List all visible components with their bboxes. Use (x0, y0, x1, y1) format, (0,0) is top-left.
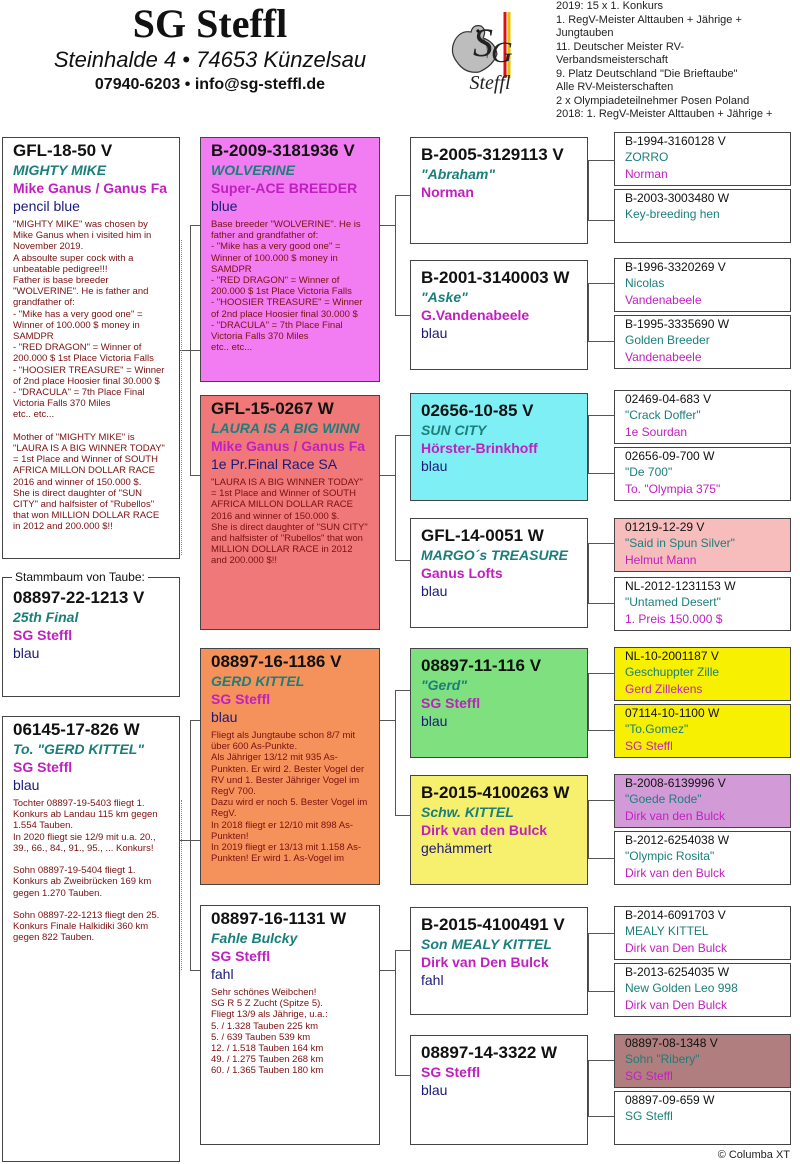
achievement-line: Verbandsmeisterschaft (556, 54, 668, 66)
pigeon-note: Base breeder "WOLVERINE". He is father and grandfather of: - "Mike has a very good one" = Winner of 100.000 $ money in SAMDPR - "RED DRAGON" = Winner of 200.000 $ 1st Place Victoria Falls - "HOOSIER TREASURE" = Winner of 2nd place Hoosier final 30.000 $ - "DRACULA" = 7th Place Final Victoria Falls 370 Miles etc.. etc... (211, 219, 363, 354)
gen4-card[interactable] (614, 704, 791, 758)
ring-number: NL-10-2001187 V (625, 649, 719, 663)
ring-number: GFL-15-0267 W (211, 399, 334, 418)
breeder: To. "Olympia 375" (625, 482, 721, 496)
ring-number: B-2001-3140003 W (421, 268, 570, 287)
feather-color: blau (421, 713, 448, 729)
achievements-list (556, 0, 800, 122)
svg-text:S: S (473, 20, 493, 65)
breeder: Dirk van den Bulck (625, 809, 726, 823)
achievement-line: 1. RegV-Meister Alttauben + Jährige + (556, 13, 742, 26)
gen2-card-sire-dam[interactable] (200, 395, 380, 630)
achievement-line: Alle RV-Meisterschaften (556, 81, 674, 93)
subject-card[interactable] (2, 577, 180, 697)
breeder: Dirk van Den Bulck (625, 998, 728, 1012)
feather-color: blau (421, 583, 448, 599)
gen4-card[interactable] (614, 447, 791, 501)
breeder: Ganus Lofts (421, 565, 503, 581)
feather-color: blau (421, 1082, 448, 1098)
pigeon-name: "Untamed Desert" (625, 595, 721, 609)
gen3-card[interactable] (410, 648, 588, 758)
gen4-card[interactable] (614, 132, 791, 186)
ring-number: B-2005-3129113 V (421, 145, 564, 164)
breeder: Norman (625, 167, 668, 181)
dam-name: To. "GERD KITTEL" (13, 741, 144, 757)
gen2-card-dam-sire[interactable] (200, 648, 380, 885)
feather-color: 1e Pr.Final Race SA (211, 456, 338, 472)
pigeon-name: Fahle Bulcky (211, 930, 298, 946)
gen2-card-dam-dam[interactable] (200, 905, 380, 1145)
achievement-line: 9. Platz Deutschland "Die Brieftaube" (556, 67, 738, 80)
ring-number: 01219-12-29 V (625, 520, 705, 534)
gen4-card[interactable] (614, 315, 791, 369)
logo-text: Steffl (469, 72, 511, 94)
pigeon-name: LAURA IS A BIG WINN (211, 420, 360, 436)
pigeon-note: Sehr schönes Weibchen! SG R 5 Z Zucht (Spitze 5). Fliegt 13/9 als Jährige, u.a.: 5. / 1.328 Tauben 225 km 5. / 639 Tauben 539 km 12. / 1.518 Tauben 164 km 49. / 1.275 Tauben 268 km 60. / 1.365 Tauben 180 km (211, 987, 328, 1077)
breeder: Vandenabeele (625, 293, 702, 307)
gen4-card[interactable] (614, 258, 791, 312)
gen4-card[interactable] (614, 963, 791, 1017)
gen3-card[interactable] (410, 260, 588, 370)
ring-number: B-1996-3320269 V (625, 260, 726, 274)
breeder: Mike Ganus / Ganus Fa (211, 438, 366, 454)
pigeon-name: "Said in Spun Silver" (625, 536, 735, 550)
subject-caption: Stammbaum von Taube: (12, 570, 148, 584)
loft-name: SG Steffl (132, 1, 288, 46)
gen4-card[interactable] (614, 906, 791, 960)
pigeon-name: "Aske" (421, 289, 468, 305)
svg-text:G: G (491, 36, 513, 69)
feather-color: fahl (211, 966, 234, 982)
breeder: Gerd Zillekens (625, 682, 703, 696)
ring-number: 08897-08-1348 V (625, 1036, 718, 1050)
gen3-card[interactable] (410, 393, 588, 501)
pigeon-name: "Goede Rode" (625, 792, 702, 806)
pigeon-name: Nicolas (625, 276, 665, 290)
sire-card[interactable] (2, 137, 180, 559)
pigeon-name: New Golden Leo 998 (625, 981, 738, 995)
pigeon-name: Sohn "Ribery" (625, 1052, 700, 1066)
ring-number: B-2008-6139996 V (625, 776, 726, 790)
copyright: © Columba XT (717, 1149, 790, 1161)
ring-number: B-2003-3003480 W (625, 191, 730, 205)
ring-number: B-2013-6254035 W (625, 965, 730, 979)
breeder: Dirk van den Bulck (421, 822, 548, 838)
pigeon-name: MARGO´s TREASURE (421, 547, 569, 563)
ring-number: 02469-04-683 V (625, 392, 712, 406)
subject-ring-number: 08897-22-1213 V (13, 588, 145, 607)
pigeon-name: MEALY KITTEL (625, 924, 709, 938)
breeder: Dirk van Den Bulck (421, 954, 549, 970)
feather-color: fahl (421, 972, 444, 988)
breeder: Vandenabeele (625, 350, 702, 364)
sire-breeder: Mike Ganus / Ganus Fa (13, 180, 168, 196)
breeder: SG Steffl (625, 1069, 673, 1083)
breeder: Helmut Mann (625, 553, 697, 567)
achievement-line: 2 x Olympiadeteilnehmer Posen Poland (556, 94, 750, 107)
loft-address: Steinhalde 4 • 74653 Künzelsau (53, 47, 367, 72)
pigeon-name: ZORRO (625, 150, 669, 164)
gen4-card[interactable] (614, 1091, 791, 1145)
pigeon-name: "De 700" (625, 465, 673, 479)
ring-number: B-1995-3335690 W (625, 317, 730, 331)
gen4-card[interactable] (614, 647, 791, 701)
pigeon-name: "Olympic Rosita" (625, 849, 715, 863)
ring-number: B-2009-3181936 V (211, 141, 355, 160)
breeder: G.Vandenabeele (421, 307, 530, 323)
gen4-card[interactable] (614, 831, 791, 885)
pigeon-name: GERD KITTEL (211, 673, 305, 689)
dam-ring-number: 06145-17-826 W (13, 720, 140, 739)
ring-number: B-2012-6254038 W (625, 833, 730, 847)
ring-number: B-2015-4100491 V (421, 915, 565, 934)
pigeon-name: "Gerd" (421, 677, 467, 693)
gen2-card-sire-sire[interactable] (200, 137, 380, 382)
feather-color: gehämmert (421, 840, 492, 856)
dam-card[interactable] (2, 716, 180, 1162)
ring-number: B-2014-6091703 V (625, 908, 726, 922)
pigeon-name: WOLVERINE (211, 162, 296, 178)
feather-color: blau (421, 458, 448, 474)
pigeon-name: "To.Gomez" (625, 722, 689, 736)
achievement-line: Jungtauben (556, 27, 614, 39)
ring-number: B-1994-3160128 V (625, 134, 726, 148)
gen3-card[interactable] (410, 775, 588, 885)
loft-contact: 07940-6203 • info@sg-steffl.de (94, 76, 326, 93)
pigeon-note: "LAURA IS A BIG WINNER TODAY" = 1st Place and Winner of SOUTH AFRICA MILLON DOLLAR RACE 2016 and winner of 150.000 $. She is direct daughter of "SUN CITY" and halfsister of "Rubellos" that won MILLION DOLLAR RACE in 2012 and 200.000 $!! (211, 477, 368, 567)
achievement-line: 2019: 15 x 1. Konkurs (556, 0, 664, 12)
subject-color: blau (13, 645, 40, 661)
ring-number: 08897-09-659 W (625, 1093, 715, 1107)
breeder: SG Steffl (211, 948, 271, 964)
pigeon-name: Golden Breeder (625, 333, 710, 347)
gen4-card[interactable] (614, 774, 791, 828)
ring-number: NL-2012-1231153 W (625, 579, 736, 593)
dam-note: Tochter 08897-19-5403 fliegt 1. Konkurs ab Landau 115 km gegen 1.554 Tauben. In 2020 fliegt sie 12/9 mit u.a. 20., 39., 66., 84., 91., 95., ... Konkurs! Sohn 08897-19-5404 fliegt 1. Konkurs ab Zweibrücken 169 km gegen 1.270 Tauben. Sohn 08897-22-1213 fliegt den 25. Konkurs Finale Halkidiki 360 km gegen 822 Tauben. (13, 798, 160, 944)
pigeon-logo (443, 6, 523, 98)
ring-number: B-2015-4100263 W (421, 783, 570, 802)
breeder: SG Steffl (421, 1064, 481, 1080)
breeder: SG Steffl (625, 739, 673, 753)
ring-number: GFL-14-0051 W (421, 526, 544, 545)
ring-number: 08897-11-116 V (421, 656, 542, 675)
breeder: 1. Preis 150.000 $ (625, 612, 723, 626)
dam-breeder: SG Steffl (13, 759, 73, 775)
gen3-card[interactable] (410, 907, 588, 1015)
breeder: SG Steffl (421, 695, 481, 711)
pigeon-name: SG Steffl (625, 1109, 673, 1123)
gen3-card[interactable] (410, 137, 588, 244)
sire-note: "MIGHTY MIKE" was chosen by Mike Ganus when i visited him in November 2019. A absoulte super cock with a unbeatable pedigree!!! Father is base breeder "WOLVERINE". He is father and grandfather of: - "Mike has a very good one" = Winner of 100.000 $ money in SAMDPR - "RED DRAGON" = Winner of 200.000 $ 1st Place Victoria Falls - "HOOSIER TREASURE" = Winner of 2nd place Hoosier final 30.000 $ - "DRACULA" = 7th Place Final Victoria Falls 370 Miles etc.. etc... Mother of "MIGHTY MIKE" is "LAURA IS A BIG WINNER TODAY" = 1st Place and Winner of SOUTH AFRICA MILLON DOLLAR RACE 2016 and winner of 150.000 $. She is direct daughter of "SUN CITY" and halfsister of "Rubellos" that won MILLION DOLLAR RACE in 2012 and 200.000 $!! (13, 219, 165, 533)
pigeon-name: "Abraham" (421, 166, 495, 182)
feather-color: blau (421, 325, 448, 341)
ring-number: 08897-14-3322 W (421, 1043, 558, 1062)
gen4-card[interactable] (614, 518, 791, 572)
sire-color: pencil blue (13, 198, 80, 214)
sire-ring-number: GFL-18-50 V (13, 141, 113, 160)
pigeon-name: Geschuppter Zille (625, 665, 720, 679)
pigeon-name: SUN CITY (421, 422, 487, 438)
ring-number: 08897-16-1131 W (211, 909, 347, 928)
breeder: Norman (421, 184, 474, 200)
gen4-card[interactable] (614, 1034, 791, 1088)
breeder: Hörster-Brinkhoff (421, 440, 538, 456)
pigeon-name: Key-breeding hen (625, 207, 720, 221)
breeder: Dirk van Den Bulck (625, 941, 728, 955)
pigeon-name: Schw. KITTEL (421, 804, 514, 820)
ring-number: 02656-09-700 W (625, 449, 715, 463)
achievement-line: 2018: 1. RegV-Meister Alttauben + Jährige + (556, 108, 773, 120)
subject-breeder: SG Steffl (13, 627, 73, 643)
gen3-card[interactable] (410, 1035, 588, 1145)
breeder: Super-ACE BREEDER (211, 180, 358, 196)
pigeon-note: Fliegt als Jungtaube schon 8/7 mit über 600 As-Punkte. Als Jähriger 13/12 mit 935 As-Punkten. Er wird 2. Bester Vogel der RV und 1. Bester Jähriger Vogel im RegV 700. Dazu wird er noch 5. Bester Vogel im RegV. In 2018 fliegt er 12/10 mit 898 As-Punkten! In 2019 fliegt er 13/13 mit 1.158 As-Punkten! Er wird 1. As-Vogel im (211, 730, 368, 865)
pigeon-name: "Crack Doffer" (625, 408, 701, 422)
ring-number: 08897-16-1186 V (211, 652, 342, 671)
ring-number: 07114-10-1100 W (625, 706, 720, 720)
gen4-card[interactable] (614, 577, 791, 631)
achievement-line: 11. Deutscher Meister RV- (556, 40, 684, 53)
feather-color: blue (211, 198, 238, 214)
breeder: 1e Sourdan (625, 425, 688, 439)
breeder: Dirk van den Bulck (625, 866, 726, 880)
breeder: SG Steffl (211, 691, 271, 707)
ring-number: 02656-10-85 V (421, 401, 534, 420)
sire-name: MIGHTY MIKE (13, 162, 107, 178)
dam-color: blau (13, 777, 40, 793)
gen3-card[interactable] (410, 518, 588, 628)
pigeon-name: Son MEALY KITTEL (421, 936, 552, 952)
gen4-card[interactable] (614, 189, 791, 243)
feather-color: blau (211, 709, 238, 725)
subject-name: 25th Final (13, 609, 79, 625)
gen4-card[interactable] (614, 390, 791, 444)
